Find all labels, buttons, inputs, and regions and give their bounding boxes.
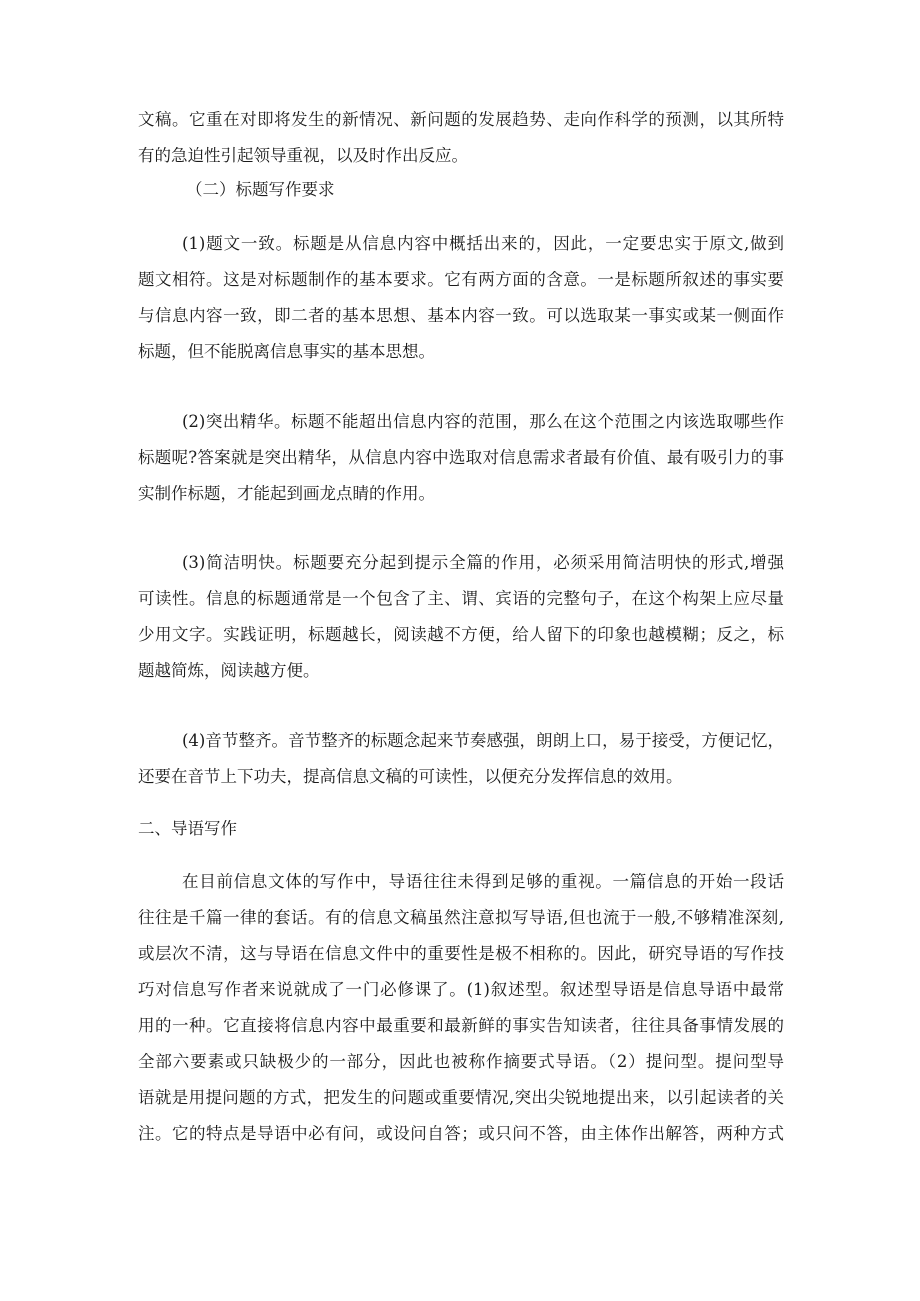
paragraph-forecast-continuation [138,102,784,174]
text-line: 可读性。信息的标题通常是一个包含了主、谓、宾语的完整句子，在这个构架上应尽量 [138,589,784,608]
text-line: 全部六要素或只缺极少的一部分，因此也被称作摘要式导语。（2）提问型。提问型导 [138,1052,784,1071]
text-line: 用的一种。它直接将信息内容中最重要和最新鲜的事实告知读者，往往具备事情发展的 [138,1016,784,1035]
text-line: 还要在音节上下功夫，提高信息文稿的可读性，以便充分发挥信息的效用。 [138,767,683,786]
text-line: 语就是用提问题的方式，把发生的问题或重要情况,突出尖锐地提出来，以引起读者的关 [138,1088,784,1107]
text-line: 标题，但不能脱离信息事实的基本思想。 [138,342,435,361]
section-heading-title-requirements [186,172,786,208]
text-line: 题文相符。这是对标题制作的基本要求。它有两方面的含意。一是标题所叙述的事实要 [138,270,784,289]
text-line: 巧对信息写作者来说就成了一门必修课了。(1)叙述型。叙述型导语是信息导语中最常 [138,980,784,999]
text-line: (4)音节整齐。音节整齐的标题念起来节奏感强，朗朗上口，易于接受，方便记忆， [182,731,784,750]
text-line: 与信息内容一致，即二者的基本思想、基本内容一致。可以选取某一事实或某一侧面作 [138,306,784,325]
paragraph-title-consistency [138,226,784,370]
text-line: 标题呢?答案就是突出精华，从信息内容中选取对信息需求者最有价值、最有吸引力的事 [138,448,784,467]
paragraph-highlight-essence [138,404,784,512]
paragraph-concise-clear [138,545,784,689]
text-line: 题越简炼，阅读越方便。 [138,661,320,680]
paragraph-lead-writing [138,864,784,1152]
text-line: 实制作标题，才能起到画龙点睛的作用。 [138,484,435,503]
text-line: 或层次不清，这与导语在信息文件中的重要性是极不相称的。因此，研究导语的写作技 [138,944,784,963]
heading-text: （二）标题写作要求 [186,180,335,199]
text-line: (1)题文一致。标题是从信息内容中概括出来的，因此，一定要忠实于原文,做到 [182,234,784,253]
text-line: 注。它的特点是导语中必有问，或设问自答；或只问不答，由主体作出解答，两种方式 [138,1124,784,1143]
text-line: 文稿。它重在对即将发生的新情况、新问题的发展趋势、走向作科学的预测，以其所特 [138,110,784,129]
heading-text: 二、导语写作 [138,819,237,838]
section-heading-lead-writing [138,811,784,847]
text-line: 在目前信息文体的写作中，导语往往未得到足够的重视。一篇信息的开始一段话 [182,872,784,891]
text-line: 往往是千篇一律的套话。有的信息文稿虽然注意拟写导语,但也流于一般,不够精准深刻, [138,908,784,927]
text-line: (2)突出精华。标题不能超出信息内容的范围，那么在这个范围之内该选取哪些作 [182,412,784,431]
text-line: 少用文字。实践证明，标题越长，阅读越不方便，给人留下的印象也越模糊；反之，标 [138,625,784,644]
paragraph-syllable-neat [138,723,784,795]
text-line: (3)简洁明快。标题要充分起到提示全篇的作用，必须采用简洁明快的形式,增强 [182,553,784,572]
text-line: 有的急迫性引起领导重视，以及时作出反应。 [138,146,468,165]
